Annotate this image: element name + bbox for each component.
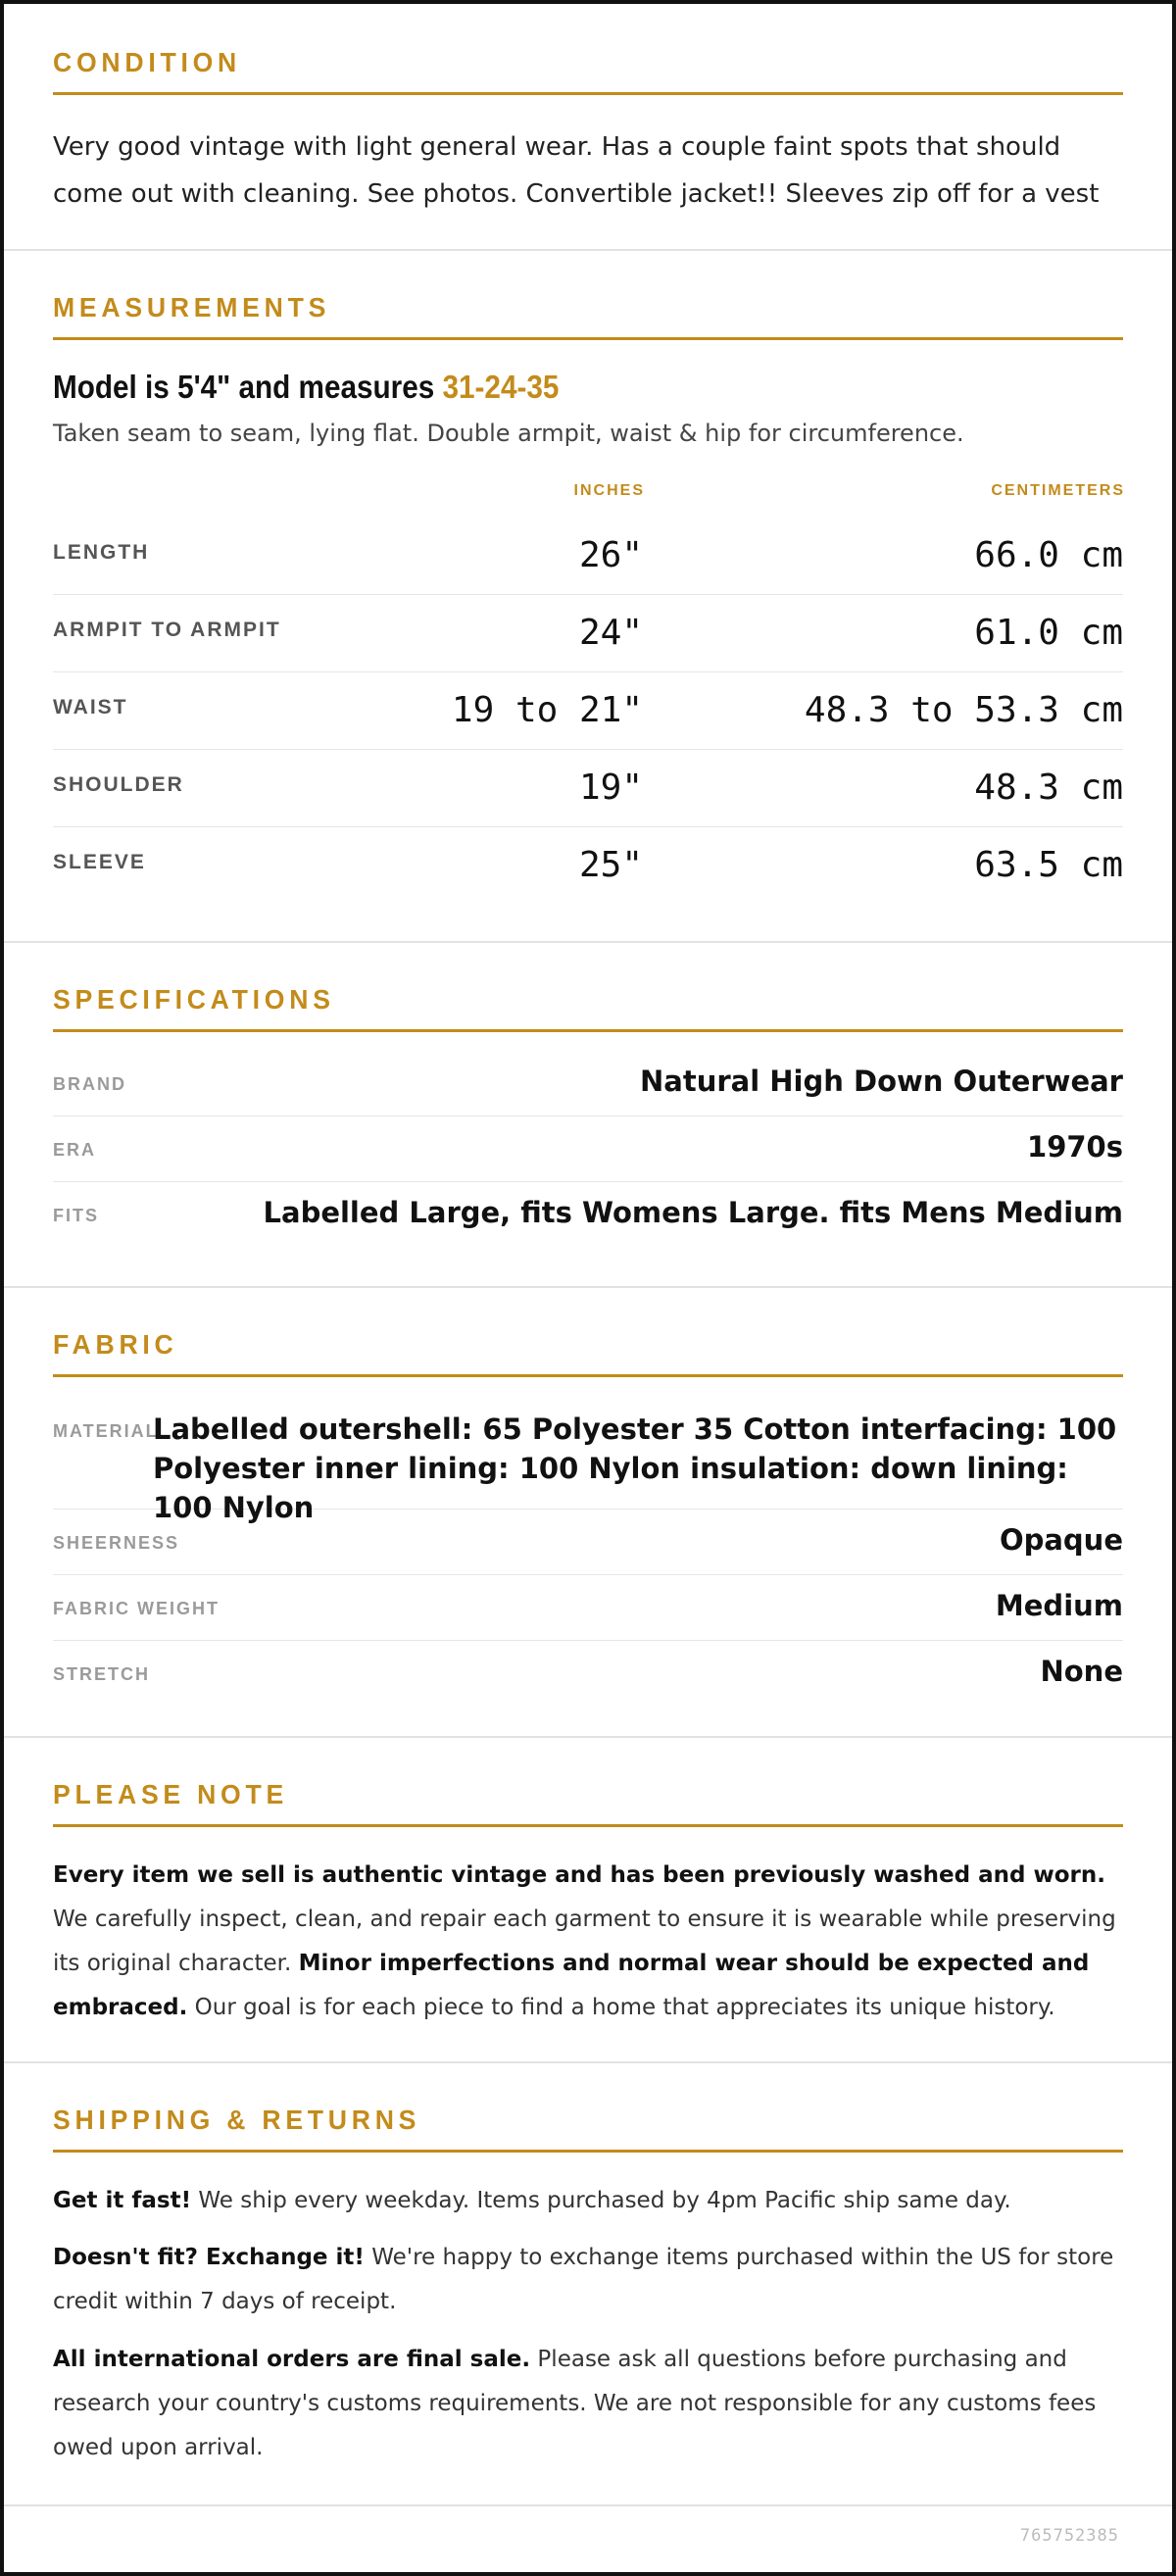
measurement-label: LENGTH [53, 541, 150, 564]
fabric-divider [53, 1374, 1123, 1377]
measurement-label: ARMPIT TO ARMPIT [53, 619, 281, 641]
measurement-row-waist [53, 672, 1123, 750]
spec-value: Natural High Down Outerwear [640, 1065, 1123, 1098]
spec-row-fits [53, 1182, 1123, 1248]
specifications-title: SPECIFICATIONS [53, 984, 335, 1015]
spec-label: MATERIAL [53, 1421, 159, 1441]
spec-value: Labelled outershell: 65 Polyester 35 Cotton interfacing: 100 Polyester inner lining: 100 Nylon insulation: down lining: 100 Nylon [153, 1412, 1117, 1524]
spec-row-brand [53, 1051, 1123, 1116]
please-note-section [4, 1738, 1172, 2063]
measurement-label: SLEEVE [53, 851, 146, 873]
spec-row-era [53, 1116, 1123, 1182]
please-note-text-1: We carefully inspect, clean, and repair each garment to ensure it is wearable while preserving its original character. [53, 1907, 1116, 1976]
spec-value: 1970s [1027, 1130, 1123, 1164]
fabric-row-stretch [53, 1641, 1123, 1707]
measurement-row-shoulder [53, 750, 1123, 827]
fabric-title: FABRIC [53, 1329, 178, 1360]
spec-value: Medium [995, 1589, 1123, 1622]
shipping-paragraph-2 [53, 2236, 1126, 2324]
spec-label: BRAND [53, 1074, 126, 1094]
measurement-inches: 26" [578, 535, 643, 575]
measurements-section [4, 251, 1172, 943]
measurement-centimeters: 63.5 cm [974, 845, 1123, 885]
column-header-inches: INCHES [573, 482, 645, 499]
shipping-title: SHIPPING & RETURNS [53, 2105, 421, 2135]
measurement-inches: 24" [578, 613, 643, 653]
shipping-bold-1: Get it fast! [53, 2188, 192, 2213]
shipping-paragraph-1 [53, 2179, 1126, 2223]
spec-label: STRETCH [53, 1664, 150, 1684]
condition-section [4, 4, 1172, 251]
measurement-centimeters: 66.0 cm [974, 535, 1123, 575]
shipping-text-2: We're happy to exchange items purchased within the US for store credit within 7 days of receipt. [53, 2245, 1114, 2314]
fabric-row-sheerness [53, 1510, 1123, 1575]
model-info [53, 369, 559, 406]
listing-id: 765752385 [1019, 2526, 1119, 2546]
measurement-row-length [53, 518, 1123, 595]
please-note-title: PLEASE NOTE [53, 1779, 288, 1809]
measurement-centimeters: 48.3 to 53.3 cm [804, 690, 1123, 730]
model-info-prefix: Model is 5'4" and measures [53, 369, 443, 405]
measurement-inches: 19" [578, 768, 643, 808]
fabric-section [4, 1288, 1172, 1738]
column-header-centimeters: CENTIMETERS [991, 482, 1125, 499]
measurement-label: SHOULDER [53, 773, 184, 796]
condition-title: CONDITION [53, 47, 242, 77]
please-note-bold-1: Every item we sell is authentic vintage and has been previously washed and worn. [53, 1862, 1105, 1888]
measurement-row-sleeve [53, 827, 1123, 905]
shipping-text-3: Please ask all questions before purchasing and research your country's customs requirements. We are not responsible for any customs fees owed upon arrival. [53, 2347, 1097, 2460]
model-measures: 31-24-35 [442, 369, 560, 405]
measurement-label: WAIST [53, 696, 128, 718]
measurement-centimeters: 48.3 cm [974, 768, 1123, 808]
please-note-text [53, 1854, 1126, 2030]
measurements-subtitle: Taken seam to seam, lying flat. Double armpit, waist & hip for circumference. [53, 420, 964, 447]
measurement-inches: 19 to 21" [451, 690, 643, 730]
shipping-section [4, 2063, 1172, 2506]
spec-label: FABRIC WEIGHT [53, 1599, 220, 1618]
please-note-text-2: Our goal is for each piece to find a home that appreciates its unique history. [187, 1995, 1055, 2020]
spec-value: Opaque [999, 1523, 1123, 1557]
measurement-inches: 25" [578, 845, 643, 885]
spec-value: None [1040, 1655, 1123, 1688]
specifications-section [4, 943, 1172, 1288]
please-note-bold-2: Minor imperfections and normal wear should be expected and embraced. [53, 1951, 1090, 2020]
measurement-row-armpit [53, 595, 1123, 672]
fabric-row-material [53, 1396, 1123, 1524]
spec-label: SHEERNESS [53, 1533, 180, 1553]
fabric-row-weight [53, 1575, 1123, 1641]
condition-text: Very good vintage with light general wear. Has a couple faint spots that should come out with cleaning. See photos. Convertible jacket!! Sleeves zip off for a vest [53, 132, 1100, 209]
measurement-centimeters: 61.0 cm [974, 613, 1123, 653]
spec-label: ERA [53, 1140, 97, 1160]
please-note-divider [53, 1824, 1123, 1827]
condition-divider [53, 92, 1123, 95]
shipping-bold-2: Doesn't fit? Exchange it! [53, 2245, 365, 2270]
shipping-paragraph-3 [53, 2338, 1126, 2470]
spec-value: Labelled Large, fits Womens Large. fits Mens Medium [263, 1196, 1123, 1229]
shipping-divider [53, 2150, 1123, 2153]
measurements-divider [53, 337, 1123, 340]
shipping-text-1: We ship every weekday. Items purchased by 4pm Pacific ship same day. [191, 2188, 1011, 2213]
measurements-title: MEASUREMENTS [53, 292, 331, 322]
spec-label: FITS [53, 1206, 99, 1225]
specifications-divider [53, 1029, 1123, 1032]
shipping-bold-3: All international orders are final sale. [53, 2347, 531, 2372]
